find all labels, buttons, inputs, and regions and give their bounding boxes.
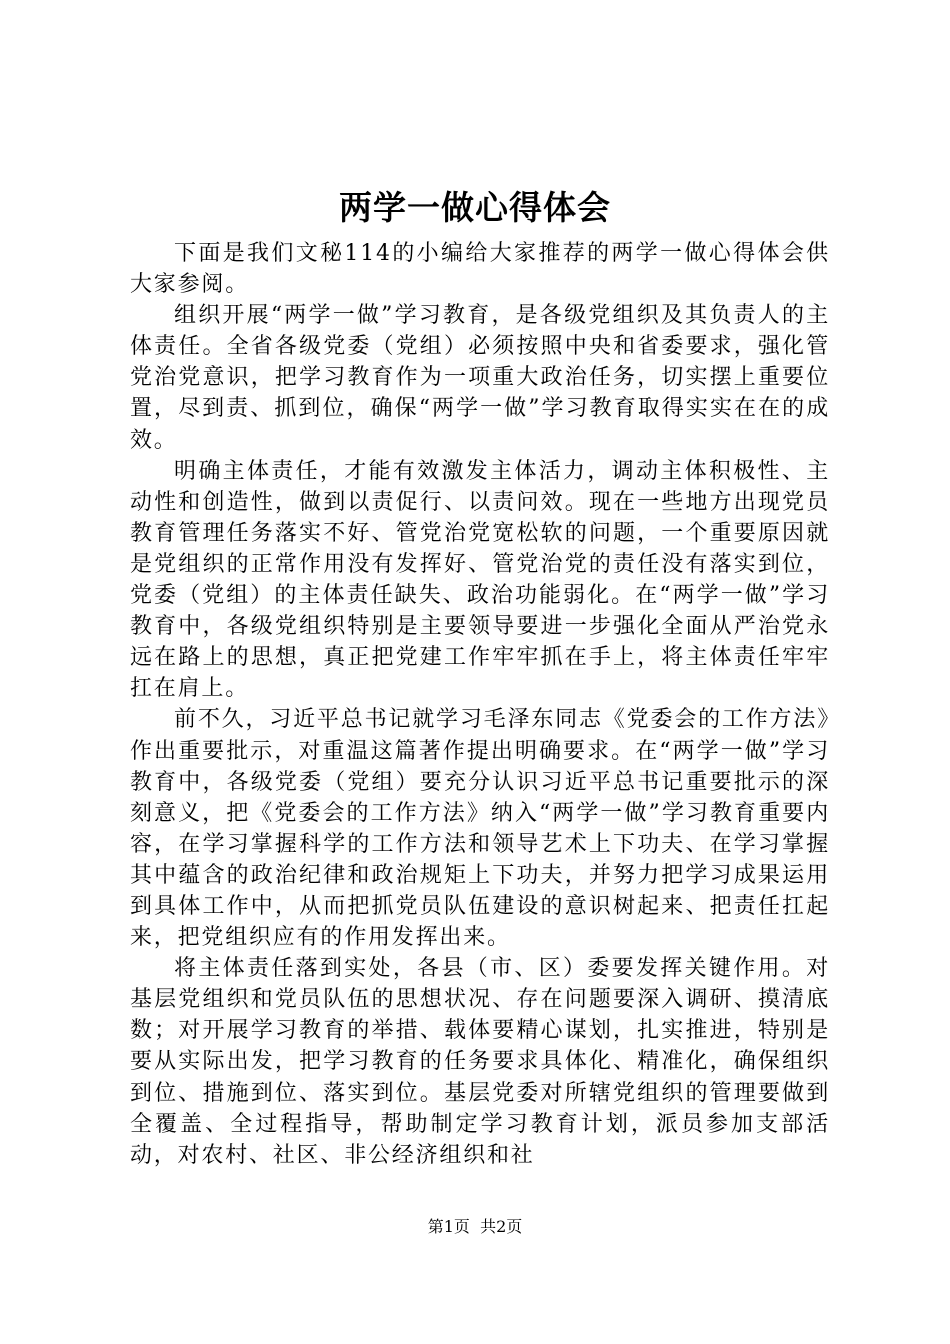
paragraph-work-method: 前不久，习近平总书记就学习毛泽东同志《党委会的工作方法》作出重要批示，对重温这篇著作提出明确要求。在“两学一做”学习教育中，各级党委（党组）要充分认识习近平总书记重要批示的深刻意义，把《党委会的工作方法》纳入“两学一做”学习教育重要内容，在学习掌握科学的工作方法和领导艺术上下功夫、在学习掌握其中蕴含的政治纪律和政治规矩上下功夫，并努力把学习成果运用到具体工作中，从而把抓党员队伍建设的意识树起来、把责任扛起来，把党组织应有的作用发挥出来。 [130, 707, 830, 951]
paragraph-responsibility: 组织开展“两学一做”学习教育，是各级党组织及其负责人的主体责任。全省各级党委（党组）必须按照中央和省委要求，强化管党治党意识，把学习教育作为一项重大政治任务，切实摆上重要位置，尽到责、抓到位，确保“两学一做”学习教育取得实实在在的成效。 [130, 303, 830, 453]
paragraph-implementation: 将主体责任落到实处，各县（市、区）委要发挥关键作用。对基层党组织和党员队伍的思想状况、存在问题要深入调研、摸清底数；对开展学习教育的举措、载体要精心谋划，扎实推进，特别是要从实际出发，把学习教育的任务要求具体化、精准化，确保组织到位、措施到位、落实到位。基层党委对所辖党组织的管理要做到全覆盖、全过程指导，帮助制定学习教育计划，派员参加支部活动，对农村、社区、非公经济组织和社 [130, 956, 830, 1168]
paragraph-main-duty: 明确主体责任，才能有效激发主体活力，调动主体积极性、主动性和创造性，做到以责促行、以责问效。现在一些地方出现党员教育管理任务落实不好、管党治党宽松软的问题，一个重要原因就是党组织的正常作用没有发挥好、管党治党的责任没有落实到位，党委（党组）的主体责任缺失、政治功能弱化。在“两学一做”学习教育中，各级党组织特别是主要领导要进一步强化全面从严治党永远在路上的思想，真正把党建工作牢牢抓在手上，将主体责任牢牢扛在肩上。 [130, 458, 830, 702]
document-title: 两学一做心得体会 [339, 188, 611, 227]
page-total: 共2页 [480, 1217, 523, 1236]
page-number: 第1页 [427, 1217, 470, 1236]
footer-separator [470, 1217, 480, 1236]
document-body [130, 238, 830, 1171]
page-footer [0, 1215, 950, 1239]
paragraph-intro: 下面是我们文秘114的小编给大家推荐的两学一做心得体会供大家参阅。 [130, 241, 830, 298]
